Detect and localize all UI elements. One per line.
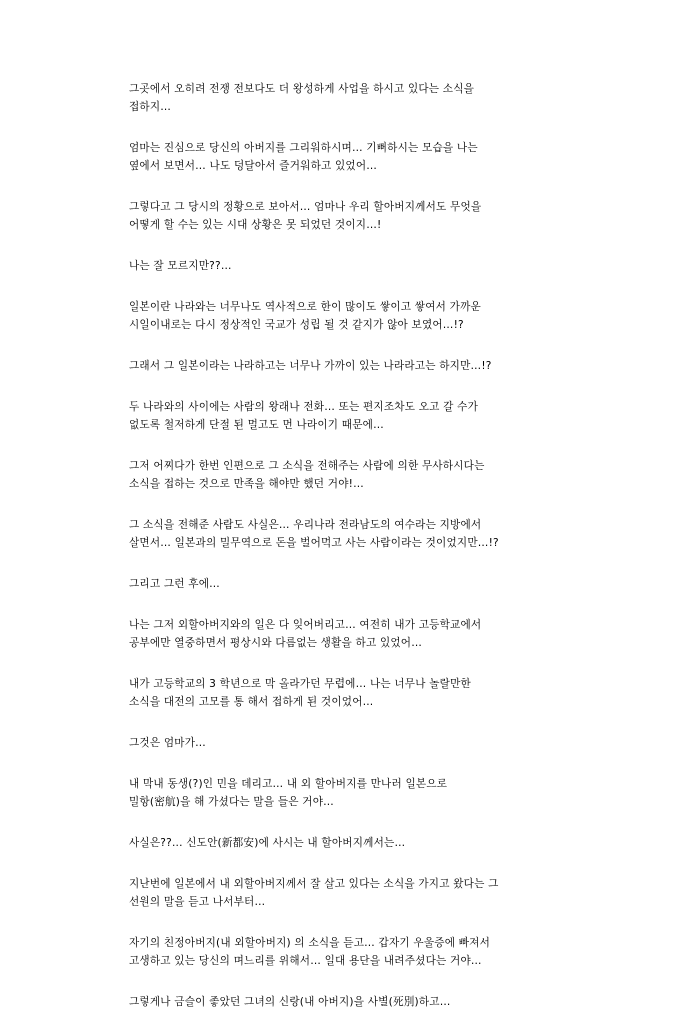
- text-line: 두 나라와의 사이에는 사람의 왕래나 전화… 또는 편지조차도 오고 갈 수가: [129, 401, 479, 413]
- text-line: 그것은 엄마가…: [129, 737, 206, 749]
- text-line: 지난번에 일본에서 내 외할아버지께서 잘 살고 있다는 소식을 가지고 왔다는 그: [129, 878, 499, 890]
- paragraph-9: [129, 516, 575, 552]
- text-line: 밀항(密航)을 해 가셨다는 말을 들은 거야…: [129, 796, 334, 808]
- paragraph-11: [129, 616, 575, 652]
- text-line: 그렇다고 그 당시의 정황으로 보아서… 엄마나 우리 할아버지께서도 무엇을: [129, 201, 482, 213]
- paragraph-4: [129, 257, 575, 275]
- text-line: 그곳에서 오히려 전쟁 전보다도 더 왕성하게 사업을 하시고 있다는 소식을: [129, 83, 475, 95]
- text-line: 엄마는 진심으로 당신의 아버지를 그리워하시며… 기뻐하시는 모습을 나는: [129, 142, 478, 154]
- paragraph-1: [129, 80, 575, 116]
- text-line: 접하지…: [129, 101, 172, 113]
- paragraph-12: [129, 675, 575, 711]
- text-line: 나는 그저 외할아버지와의 일은 다 잊어버리고… 여전히 내가 고등학교에서: [129, 619, 482, 631]
- text-line: 공부에만 열중하면서 평상시와 다름없는 생활을 하고 있었어…: [129, 637, 423, 649]
- paragraph-18: [129, 993, 575, 1011]
- text-line: 선원의 말을 듣고 나서부터…: [129, 896, 266, 908]
- paragraph-13: [129, 734, 575, 752]
- text-line: 사실은??... 신도안(新都安)에 사시는 내 할아버지께서는…: [129, 837, 406, 849]
- paragraph-3: [129, 198, 575, 234]
- paragraph-7: [129, 398, 575, 434]
- text-line: 그렇게나 금슬이 좋았던 그녀의 신랑(내 아버지)을 사별(死別)하고…: [129, 996, 451, 1008]
- text-line: 고생하고 있는 당신의 며느리를 위해서… 일대 용단을 내려주셨다는 거야…: [129, 955, 482, 967]
- body-text: [129, 80, 575, 1034]
- text-line: 시일이내로는 다시 정상적인 국교가 성립 될 것 같지가 않아 보였어…!?: [129, 319, 464, 331]
- text-line: 옆에서 보면서… 나도 덩달아서 즐거워하고 있었어…: [129, 160, 378, 172]
- text-line: 자기의 친정아버지(내 외할아버지) 의 소식을 듣고… 갑자기 우울증에 빠져서: [129, 937, 491, 949]
- text-line: 그 소식을 전해준 사람도 사실은… 우리나라 전라남도의 여수라는 지방에서: [129, 519, 482, 531]
- text-line: 없도록 철저하게 단절 된 멀고도 먼 나라이기 때문에…: [129, 419, 384, 431]
- text-line: 그저 어찌다가 한번 인편으로 그 소식을 전해주는 사람에 의한 무사하시다는: [129, 460, 485, 472]
- paragraph-15: [129, 834, 575, 852]
- text-line: 그리고 그런 후에…: [129, 578, 220, 590]
- text-line: 내 막내 동생(?)인 민을 데리고… 내 외 할아버지를 만나러 일본으로: [129, 778, 448, 790]
- text-line: 어떻게 할 수는 있는 시대 상황은 못 되었던 것이지…!: [129, 219, 382, 231]
- paragraph-10: [129, 575, 575, 593]
- text-line: 살면서… 일본과의 밀무역으로 돈을 벌어먹고 사는 사람이라는 것이었지만…!?: [129, 537, 499, 549]
- paragraph-8: [129, 457, 575, 493]
- text-line: 소식을 접하는 것으로 만족을 해야만 했던 거야!…: [129, 478, 364, 490]
- paragraph-17: [129, 934, 575, 970]
- text-line: 내가 고등학교의 3 학년으로 막 올라가던 무렵에… 나는 너무나 놀랄만한: [129, 678, 471, 690]
- text-line: 나는 잘 모르지만??…: [129, 260, 232, 272]
- text-line: 일본이란 나라와는 너무나도 역사적으로 한이 많이도 쌓이고 쌓여서 가까운: [129, 301, 481, 313]
- paragraph-6: [129, 357, 575, 375]
- paragraph-14: [129, 775, 575, 811]
- paragraph-2: [129, 139, 575, 175]
- text-line: 소식을 대전의 고모를 통 해서 접하게 된 것이었어…: [129, 696, 374, 708]
- text-line: 그래서 그 일본이라는 나라하고는 너무나 가까이 있는 나라라고는 하지만…!?: [129, 360, 492, 372]
- paragraph-5: [129, 298, 575, 334]
